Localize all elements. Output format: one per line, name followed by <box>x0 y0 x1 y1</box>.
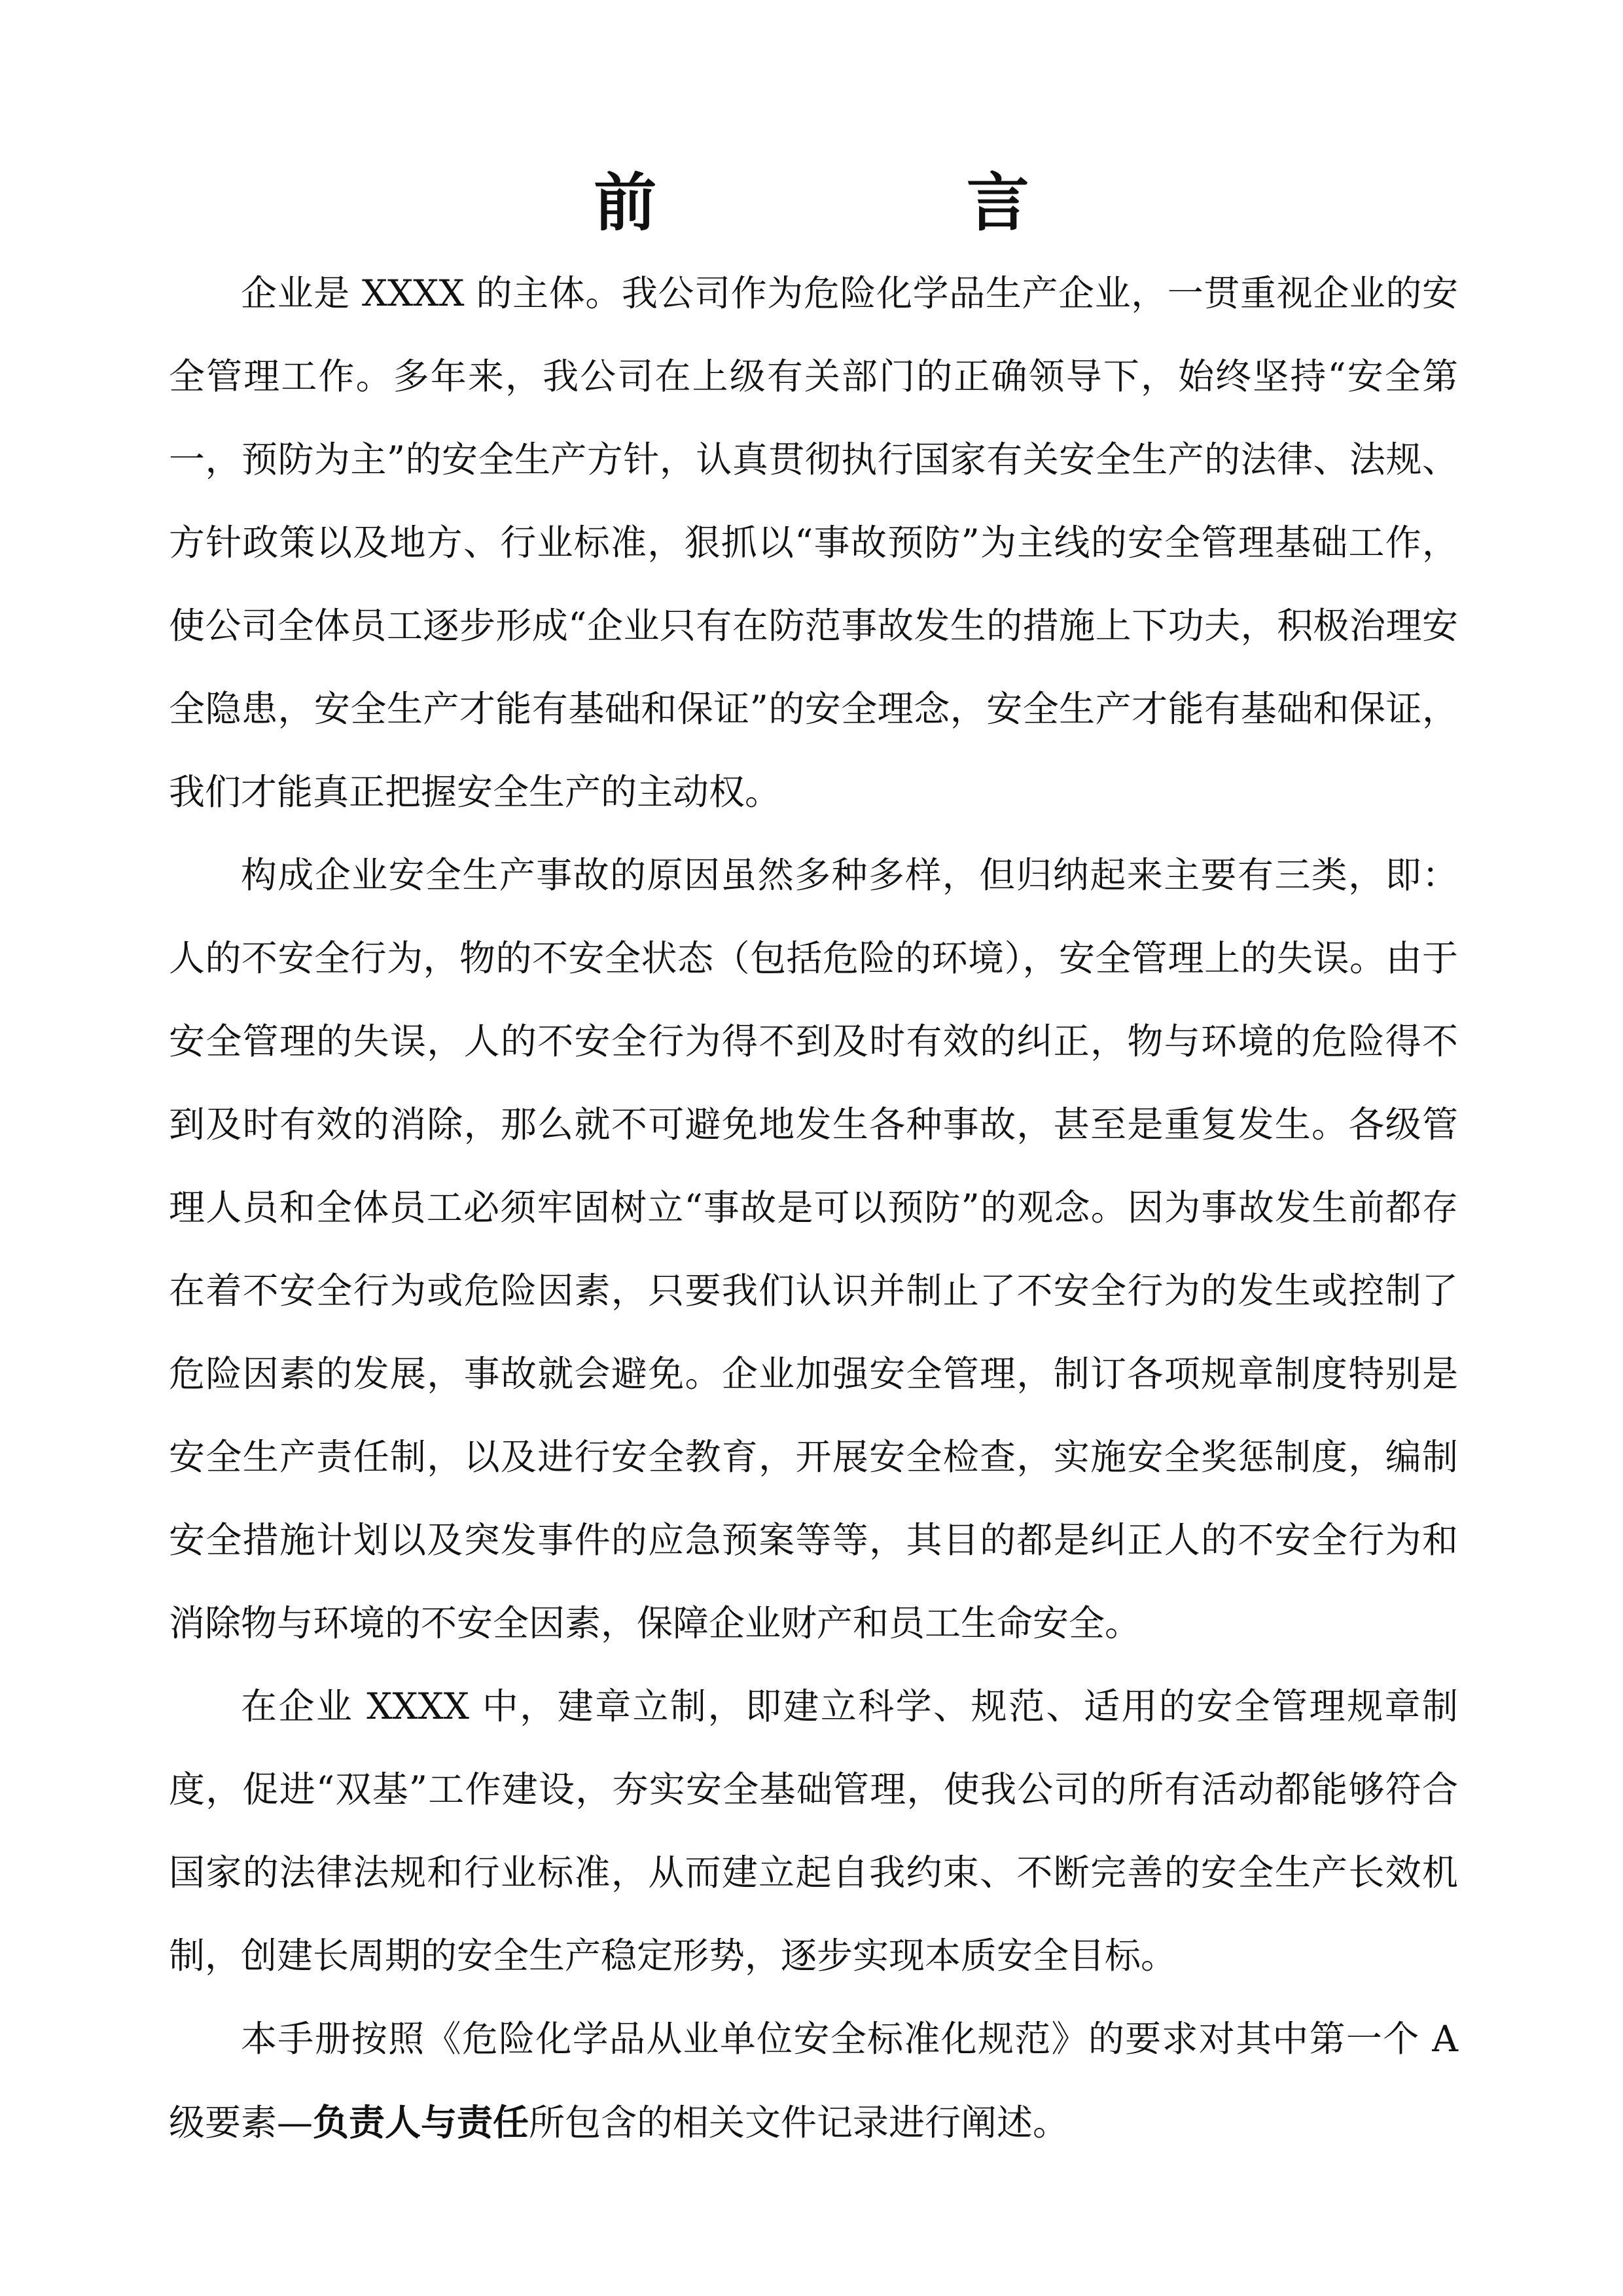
document-body <box>169 252 1458 2164</box>
paragraph-2: 构成企业安全生产事故的原因虽然多种多样，但归纳起来主要有三类，即：人的不安全行为，物的不安全状态（包括危险的环境），安全管理上的失误。由于安全管理的失误，人的不安全行为得不到及时有效的纠正，物与环境的危险得不到及时有效的消除，那么就不可避免地发生各种事故，甚至是重复发生。各级管理人员和全体员工必须牢固树立“事故是可以预防”的观念。因为事故发生前都存在着不安全行为或危险因素，只要我们认识并制止了不安全行为的发生或控制了危险因素的发展，事故就会避免。企业加强安全管理，制订各项规章制度特别是安全生产责任制，以及进行安全教育，开展安全检查，实施安全奖惩制度，编制安全措施计划以及突发事件的应急预案等等，其目的都是纠正人的不安全行为和消除物与环境的不安全因素，保障企业财产和员工生命安全。 <box>169 854 1458 1644</box>
paragraph-4-text-before: 本手册按照《危险化学品从业单位安全标准化规范》的要求对其中第一个 A 级要素— <box>169 2018 1458 2144</box>
paragraph-4 <box>169 1998 1458 2164</box>
bold-element-name: 负责人与责任 <box>313 2101 529 2144</box>
paragraph-1: 企业是 XXXX 的主体。我公司作为危险化学品生产企业，一贯重视企业的安全管理工作。多年来，我公司在上级有关部门的正确领导下，始终坚持“安全第一，预防为主”的安全生产方针，认真贯彻执行国家有关安全生产的法律、法规、方针政策以及地方、行业标准，狠抓以“事故预防”为主线的安全管理基础工作，使公司全体员工逐步形成“企业只有在防范事故发生的措施上下功夫，积极治理安全隐患，安全生产才能有基础和保证”的安全理念，安全生产才能有基础和保证，我们才能真正把握安全生产的主动权。 <box>169 272 1458 813</box>
page-title: 前 言 <box>594 166 1173 240</box>
paragraph-4-text-after: 所包含的相关文件记录进行阐述。 <box>529 2102 1069 2144</box>
paragraph-3: 在企业 XXXX 中，建章立制，即建立科学、规范、适用的安全管理规章制度，促进“双基”工作建设，夯实安全基础管理，使我公司的所有活动都能够符合国家的法律法规和行业标准，从而建立起自我约束、不断完善的安全生产长效机制，创建长周期的安全生产稳定形势，逐步实现本质安全目标。 <box>169 1685 1458 1977</box>
